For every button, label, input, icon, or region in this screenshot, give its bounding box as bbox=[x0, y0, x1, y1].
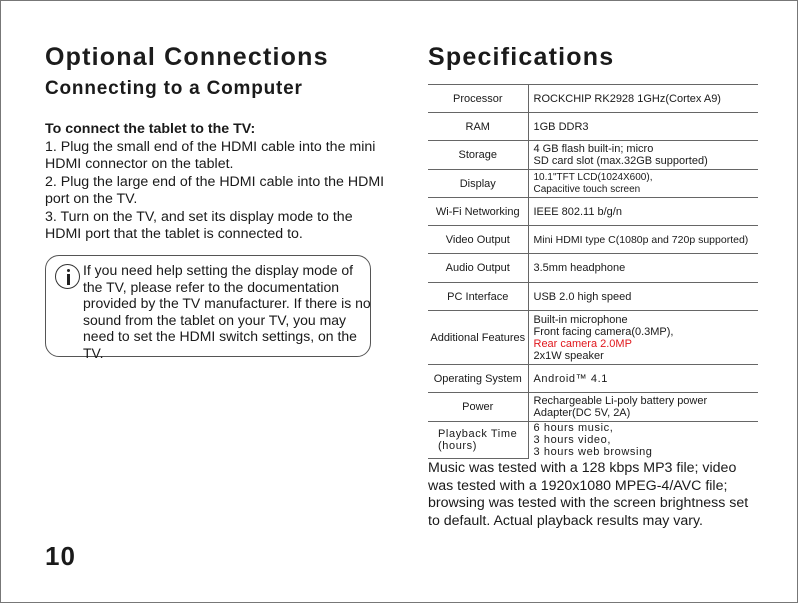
specifications-title: Specifications bbox=[428, 43, 615, 71]
spec-value: 3.5mm headphone bbox=[528, 254, 758, 283]
spec-row-operating-system bbox=[428, 365, 758, 393]
page-number: 10 bbox=[45, 541, 76, 571]
spec-value: IEEE 802.11 b/g/n bbox=[528, 198, 758, 226]
spec-label: PC Interface bbox=[428, 283, 528, 311]
step-1: 1. Plug the small end of the HDMI cable into the mini HDMI connector on the tablet. bbox=[45, 138, 376, 172]
highlight-text: Rear camera 2.0MP bbox=[533, 337, 632, 350]
playback-footnote: Music was tested with a 128 kbps MP3 file; video was tested with a 1920x1080 MPEG-4/AVC file; browsing was tested with the screen brightness set to default. Actual playback results may vary. bbox=[428, 460, 749, 529]
specifications-table bbox=[428, 84, 758, 459]
step-2: 2. Plug the large end of the HDMI cable into the HDMI port on the TV. bbox=[45, 173, 385, 207]
step-3: 3. Turn on the TV, and set its display mode to the HDMI port that the tablet is connected to. bbox=[45, 208, 353, 242]
spec-value: Android™ 4.1 bbox=[528, 365, 758, 393]
spec-row-additional-features bbox=[428, 311, 758, 365]
spec-label: Video Output bbox=[428, 226, 528, 254]
spec-row-video-output bbox=[428, 226, 758, 254]
spec-value: Built-in microphone Front facing camera(0.3MP), Rear camera 2.0MP 2x1W speaker bbox=[528, 311, 758, 365]
spec-value: 1GB DDR3 bbox=[528, 113, 758, 141]
spec-row-processor bbox=[428, 85, 758, 113]
spec-row-playback-time bbox=[428, 422, 758, 459]
spec-label: Operating System bbox=[428, 365, 528, 393]
spec-label: Additional Features bbox=[428, 311, 528, 365]
spec-label: Power bbox=[428, 393, 528, 422]
section-subtitle: Connecting to a Computer bbox=[45, 78, 303, 99]
spec-row-power bbox=[428, 393, 758, 422]
spec-row-audio-output bbox=[428, 254, 758, 283]
spec-value: ROCKCHIP RK2928 1GHz(Cortex A9) bbox=[528, 85, 758, 113]
spec-value: Mini HDMI type C(1080p and 720p supported) bbox=[528, 226, 758, 254]
note-box bbox=[45, 255, 371, 361]
spec-row-ram bbox=[428, 113, 758, 141]
specifications-section bbox=[428, 42, 758, 72]
instructions bbox=[45, 121, 385, 244]
optional-connections-section bbox=[45, 42, 385, 244]
instructions-lead: To connect the tablet to the TV: bbox=[45, 121, 256, 137]
spec-label: Playback Time (hours) bbox=[428, 422, 528, 459]
spec-value: 6 hours music, 3 hours video, 3 hours web browsing bbox=[533, 422, 653, 458]
spec-label: Audio Output bbox=[428, 254, 528, 283]
spec-row-wifi bbox=[428, 198, 758, 226]
spec-label: Processor bbox=[428, 85, 528, 113]
spec-row-storage bbox=[428, 141, 758, 170]
section-title: Optional Connections bbox=[45, 43, 329, 71]
note-text: If you need help setting the display mode of the TV, please refer to the documentation provided by the TV manufacturer. If there is no sound from the tablet on your TV, you may need to set the HDMI switch settings, on the TV. bbox=[83, 262, 371, 361]
spec-value: USB 2.0 high speed bbox=[528, 283, 758, 311]
spec-row-pc-interface bbox=[428, 283, 758, 311]
spec-value: 4 GB flash built-in; micro SD card slot (max.32GB supported) bbox=[528, 141, 758, 170]
spec-row-display bbox=[428, 170, 758, 198]
spec-label: RAM bbox=[428, 113, 528, 141]
spec-value: 10.1"TFT LCD(1024X600), Capacitive touch screen bbox=[528, 170, 758, 198]
spec-label: Wi-Fi Networking bbox=[428, 198, 528, 226]
spec-label: Display bbox=[428, 170, 528, 198]
info-icon bbox=[55, 264, 80, 289]
spec-label: Storage bbox=[428, 141, 528, 170]
spec-value: Rechargeable Li-poly battery power Adapter(DC 5V, 2A) bbox=[528, 393, 758, 422]
